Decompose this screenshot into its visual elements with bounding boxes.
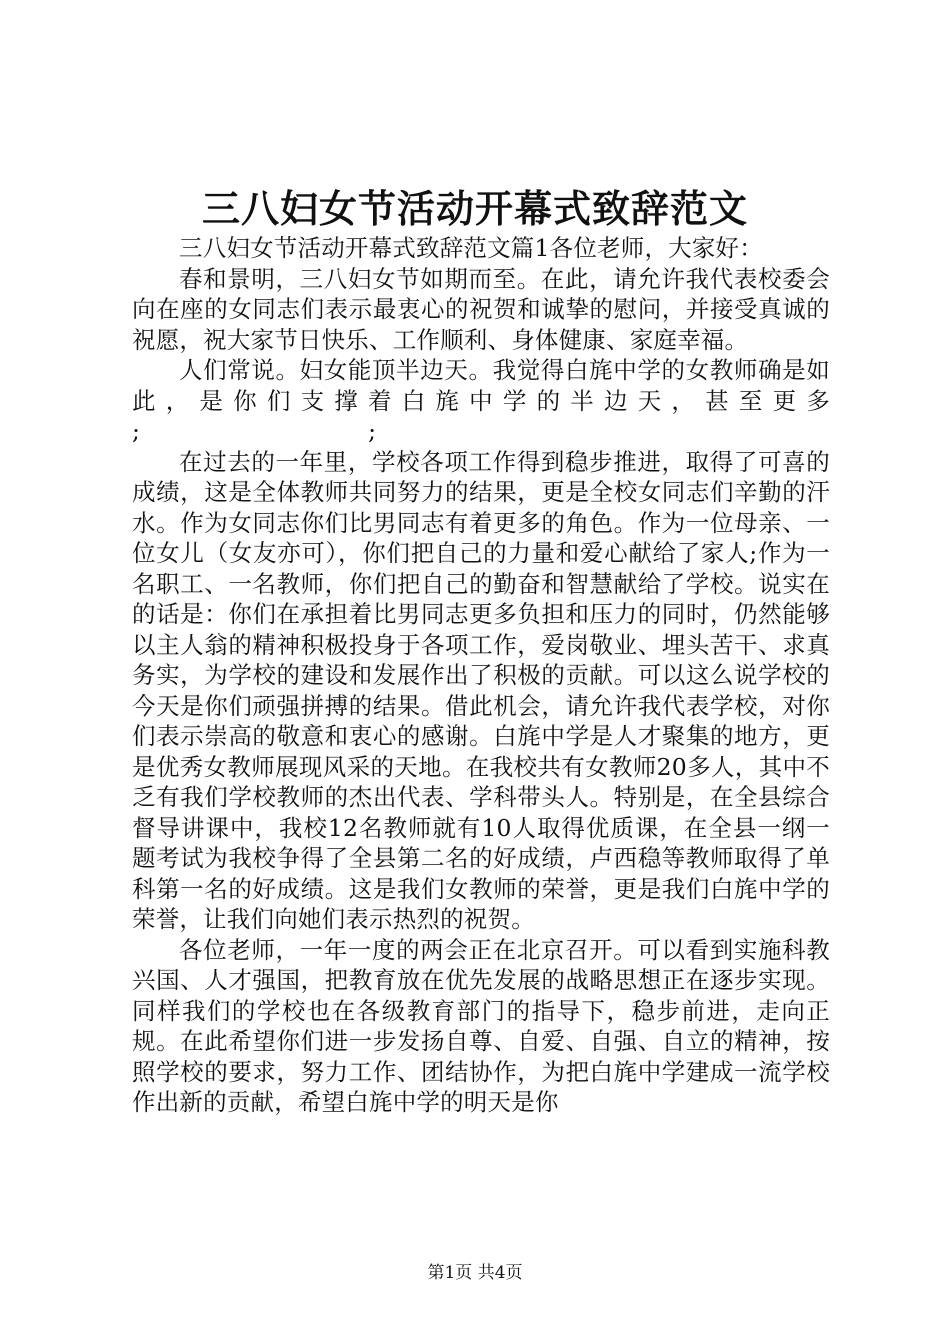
semicolon-mark: ; [132, 417, 140, 445]
paragraph-two-sessions: 各位老师，一年一度的两会正在北京召开。可以看到实施科教兴国、人才强国，把教育放在优先发展的战略思想正在逐步实现。同样我们的学校也在各级教育部门的指导下，稳步前进，走向正规。在此希望你们进一步发扬自尊、自爱、自强、自立的精神，按照学校的要求，努力工作、团结协作，为把白旄中学建成一流学校作出新的贡献，希望白旄中学的明天是你 [132, 935, 830, 1116]
page-footer: 第1页 共4页 [427, 1263, 523, 1283]
paragraph-greeting: 春和景明，三八妇女节如期而至。在此，请允许我代表校委会向在座的女同志们表示最衷心的祝贺和诚挚的慰问，并接受真诚的祝愿，祝大家节日快乐、工作顺利、身体健康、家庭幸福。 [132, 264, 830, 354]
semicolon-line [132, 416, 376, 447]
paragraph-achievements: 在过去的一年里，学校各项工作得到稳步推进，取得了可喜的成绩，这是全体教师共同努力的结果，更是全校女同志们辛勤的汗水。作为女同志你们比男同志有着更多的角色。作为一位母亲、一位女儿（女友亦可），你们把自己的力量和爱心献给了家人;作为一名职工、一名教师，你们把自己的勤奋和智慧献给了学校。说实在的话是：你们在承担着比男同志更多负担和压力的同时，仍然能够以主人翁的精神积极投身于各项工作，爱岗敬业、埋头苦干、求真务实，为学校的建设和发展作出了积极的贡献。可以这么说学校的今天是你们顽强拼搏的结果。借此机会，请允许我代表学校，对你们表示崇高的敬意和衷心的感谢。白旄中学是人才聚集的地方，更是优秀女教师展现风采的天地。在我校共有女教师20多人，其中不乏有我们学校教师的杰出代表、学科带头人。特别是，在全县综合督导讲课中，我校12名教师就有10人取得优质课，在全县一纲一题考试为我校争得了全县第二名的好成绩，卢西稳等教师取得了单科第一名的好成绩。这是我们女教师的荣誉，更是我们白旄中学的荣誉，让我们向她们表示热烈的祝贺。 [132, 447, 830, 933]
semicolon-mark: ; [368, 417, 376, 445]
paragraph-intro: 三八妇女节活动开幕式致辞范文篇1各位老师，大家好： [179, 234, 763, 262]
document-title: 三八妇女节活动开幕式致辞范文 [201, 186, 748, 231]
document-body [132, 233, 830, 1118]
paragraph-half-sky: 人们常说。妇女能顶半边天。我觉得白旄中学的女教师确是如此，是你们支撑着白旄中学的半边天，甚至更多 [132, 356, 830, 415]
